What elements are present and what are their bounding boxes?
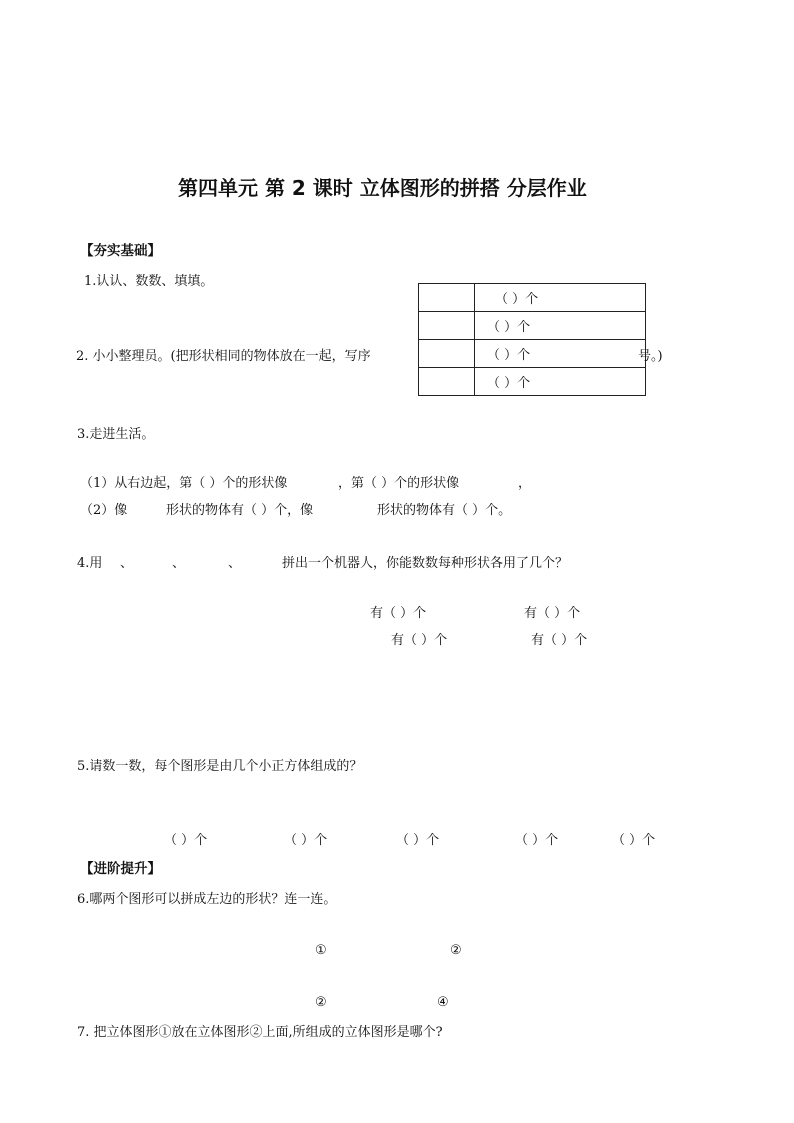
- question-5-title: 5.请数一数，每个图形是由几个小正方体组成的？: [77, 759, 363, 774]
- answer-cell[interactable]: （ ）个: [475, 312, 646, 340]
- question-7: 7. 把立体图形①放在立体图形②上面,所组成的立体图形是哪个?: [77, 1025, 443, 1040]
- question-4-text: 拼出一个机器人，你能数数每种形状各用了几个？: [282, 556, 569, 571]
- question-4-separator: 、: [120, 556, 134, 571]
- question-3-part2-c: 形状的物体有（ ）个。: [377, 503, 512, 518]
- question-6-title: 6.哪两个图形可以拼成左边的形状？连一连。: [77, 892, 337, 907]
- option-label: ②: [450, 943, 462, 958]
- sorting-table: [418, 283, 646, 396]
- option-label: ②: [315, 995, 327, 1010]
- question-4-separator: 、: [172, 556, 186, 571]
- table-row: [419, 312, 646, 340]
- shape-cell: [419, 312, 475, 340]
- option-label: ④: [437, 995, 449, 1010]
- answer-cell[interactable]: （ ）个: [475, 284, 646, 312]
- question-3-part1-c: ，: [518, 476, 532, 491]
- question-3-part1-a: （1）从右边起，第（ ）个的形状像: [80, 476, 288, 491]
- question-5-blank[interactable]: （ ）个: [396, 833, 440, 848]
- question-3-part2-a: （2）像: [80, 503, 128, 518]
- question-4-count: 有（ ）个: [531, 633, 588, 648]
- shape-cell: [419, 284, 475, 312]
- shape-cell: [419, 368, 475, 396]
- question-5-blank[interactable]: （ ）个: [612, 833, 656, 848]
- question-4-count: 有（ ）个: [370, 606, 427, 621]
- question-3-part2-b: 形状的物体有（ ）个，像: [166, 503, 314, 518]
- answer-cell[interactable]: （ ）个: [475, 368, 646, 396]
- answer-cell[interactable]: （ ）个: [475, 340, 646, 368]
- question-4-separator: 、: [228, 556, 242, 571]
- question-3-part1-b: ，第（ ）个的形状像: [338, 476, 460, 491]
- question-2-suffix: 号。): [638, 349, 663, 364]
- question-4-count: 有（ ）个: [524, 606, 581, 621]
- table-row: [419, 284, 646, 312]
- question-4-count: 有（ ）个: [391, 633, 448, 648]
- shape-cell: [419, 340, 475, 368]
- question-5-blank[interactable]: （ ）个: [515, 833, 559, 848]
- question-4-lead: 4.用: [77, 556, 103, 571]
- section-heading-advanced: 【进阶提升】: [80, 861, 161, 877]
- table-row: [419, 368, 646, 396]
- page-title: 第四单元 第 2 课时 立体图形的拼搭 分层作业: [178, 176, 587, 200]
- option-label: ①: [315, 943, 327, 958]
- question-5-blank[interactable]: （ ）个: [284, 833, 328, 848]
- table-row: [419, 340, 646, 368]
- question-5-blank[interactable]: （ ）个: [164, 833, 208, 848]
- section-heading-basic: 【夯实基础】: [80, 243, 161, 259]
- question-2-prefix: 2. 小小整理员。(把形状相同的物体放在一起，写序: [76, 349, 371, 364]
- question-3-title: 3.走进生活。: [77, 427, 155, 442]
- question-1: 1.认认、数数、填填。: [84, 274, 214, 289]
